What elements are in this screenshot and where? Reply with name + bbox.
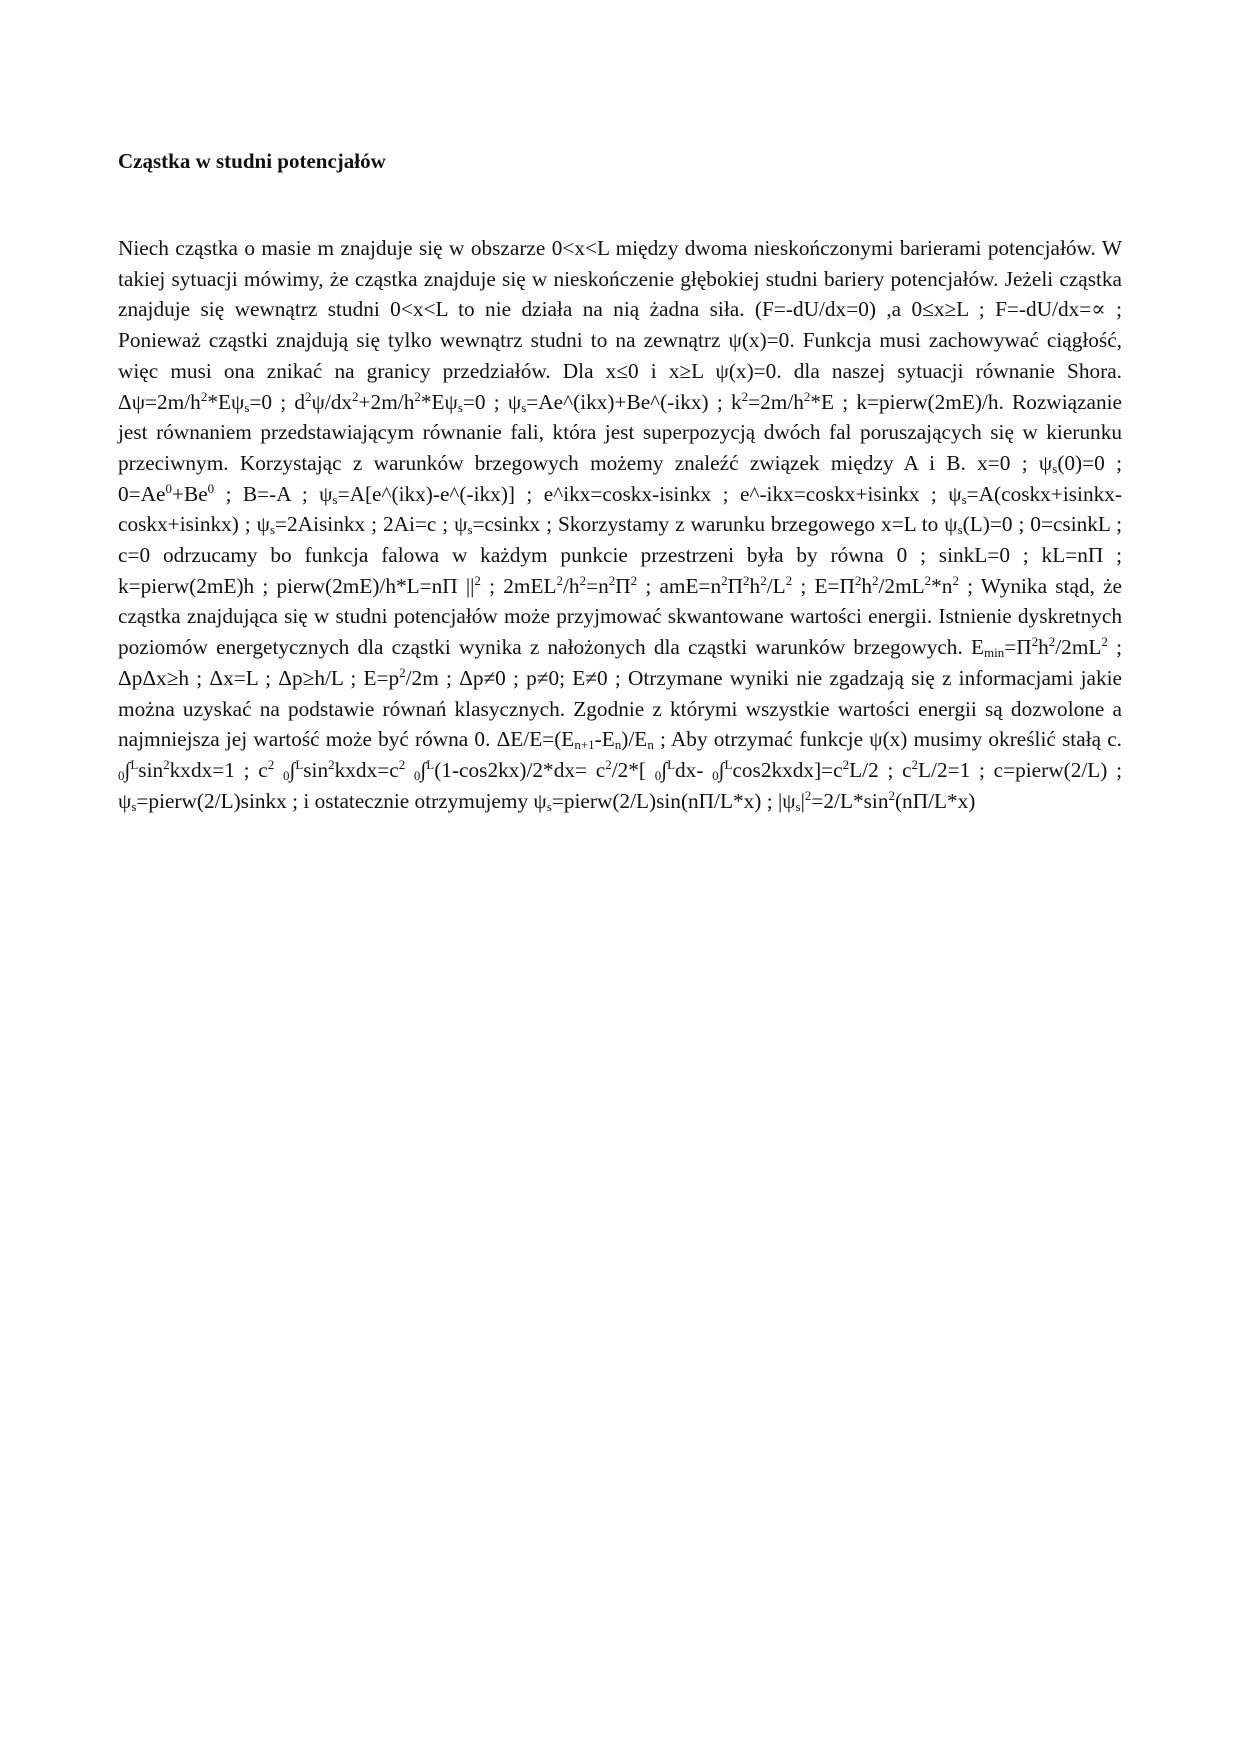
document-title: Cząstka w studni potencjałów — [118, 149, 386, 173]
document-body-paragraph: Niech cząstka o masie m znajduje się w obszarze 0<x<L między dwoma nieskończonymi barierami potencjałów. W takiej sytuacji mówimy, że cząstka znajduje się w nieskończenie głębokiej studni bariery potencjałów. Jeżeli cząstka znajduje się wewnątrz studni 0<x<L to nie działa na nią żadna siła. (F=-dU/dx=0) ,a 0≤x≥L ; F=-dU/dx=∝ ; Ponieważ cząstki znajdują się tylko wewnątrz studni to na zewnątrz ψ(x)=0. Funkcja musi zachowywać ciągłość, więc musi ona znikać na granicy przedziałów. Dla x≤0 i x≥L ψ(x)=0. dla naszej sytuacji równanie Shora. $\Delta\psi=2m/h^2*E\psi_s=0$ ; $d^2\psi/dx^2+2m/h^2*E\psi_s=0$ ; $\psi_s=Ae\^{}(ikx)+Be\^{}(-ikx)$ ; $k^2=2m/h^2*E$ ; k=pierw(2mE)/h. Rozwiązanie jest równaniem przedstawiającym równanie fali, która jest superpozycją dwóch fal poruszających się w kierunku przeciwnym. Korzystając z warunków brzegowych możemy znaleźć związek między A i B. x=0 ; $\psi_s(0)=0$ ; $0=Ae^0+Be^0$ ; B=-A ; $\psi_s=A[e\^{}(ikx)-e\^{}(-ikx)]$ ; e^ikx=coskx-isinkx ; e^-ikx=coskx+isinkx ; $\psi_s=A(coskx+isinkx-coskx+isinkx)$ ; $\psi_s=2Aisinkx$ ; 2Ai=c ; $\psi_s=csinkx$ ; Skorzystamy z warunku brzegowego x=L to $\psi_s(L)=0$ ; 0=csinkL ; c=0 odrzucamy bo funkcja falowa w każdym punkcie przestrzeni była by równa 0 ; sinkL=0 ; kL=nΠ ; k=pierw(2mE)h ; pierw(2mE)/h*L=nΠ $||^2$ ; $2mEL^2/h^2=n^2\Pi^2$ ; $amE=n^2\Pi^2h^2/L^2$ ; $E=\Pi^2h^2/2mL^2*n^2$ ; Wynika stąd, że cząstka znajdująca się w studni potencjałów może przyjmować skwantowane wartości energii. Istnienie dyskretnych poziomów energetycznych dla cząstki wynika z nałożonych dla cząstki warunków brzegowych. $E_{min}=\Pi^2h^2/2mL^2$ ; ΔpΔx≥h ; Δx=L ; Δp≥h/L ; $E=p^2/2m$ ; Δp≠0 ; p≠0; E≠0 ; Otrzymane wyniki nie zgadzają się z informacjami jakie można uzyskać na podstawie równań klasycznych. Zgodnie z którymi wszystkie wartości energii są dozwolone a najmniejsza jej wartość może być równa 0. $\Delta E/E=(E_{n+1}-E_n)/E_n$ ; Aby otrzymać funkcje ψ(x) musimy określić stałą c. $_0\int^L\sin^2kxdx=1$ ; $c^2$ $_0\int^L\sin^2kxdx=c^2$ $_0\int^L(1-\cos 2kx)/2*dx= c^2/2*$[ $_0$∫$^L$dx- $_0\int^L\cos 2kxdx]=c^2L/2$ ; $c^2L/2=1$ ; c=pierw(2/L) ; $\psi_s=pierw(2/L)sinkx$ ; i ostatecznie otrzymujemy $\psi_s=pierw(2/L)\sin(n\Pi/L*x)$ ; $|\psi_s|^2=2/L*\sin^2(n\Pi/L*x)$ — [118, 236, 1123, 814]
